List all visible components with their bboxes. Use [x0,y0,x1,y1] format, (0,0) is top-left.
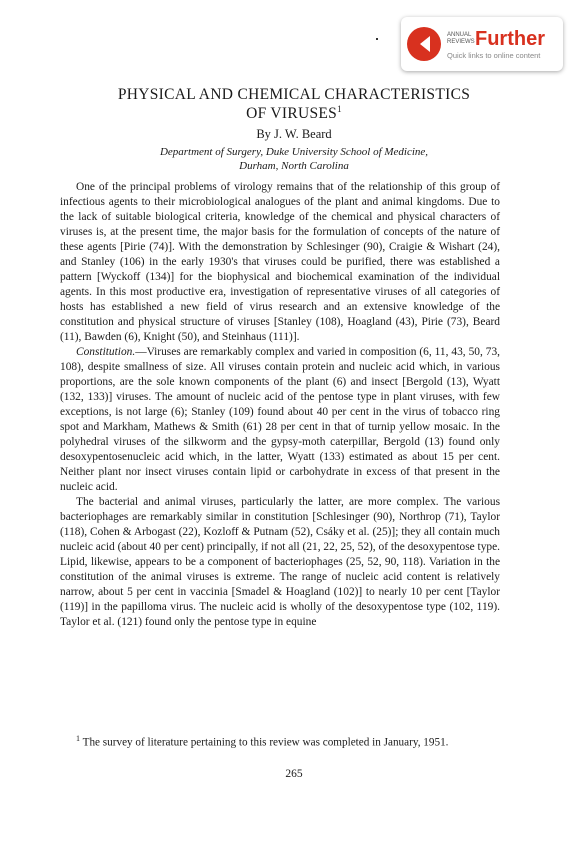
affiliation-line-1: Department of Surgery, Duke University School of Medicine, [159,146,429,158]
badge-further: Further [475,27,545,50]
paragraph-1: One of the principal problems of virology remains that of the relationship of this group of infectious agents to their microbiological analogues of the plant and animal kingdoms. Due to the lack of suitable biological criteria, knowledge of the chemical and physical characters of viruses is, at the present time, the major basis for the formulation of concepts of the nature of these agents [Pirie (74)]. With the demonstration by Schlesinger (90), Craigie & Wishart (24), and Stanley (106) in the early 1930's that viruses could be purified, there was established a pattern [Wyckoff (134)] for the biophysical and biochemical examination of the individual agents. In this most productive era, investigation of representative viruses of all categories of hosts has established a new field of virus research and an extensive knowledge of the constitution and physical structure of viruses [Stanley (108), Hoagland (43), Pirie (73), Beard (11), Bawden (6), Knight (50), and Steinhaus (111)]. [60,181,500,343]
paragraph-2: Constitution.—Viruses are remarkably complex and varied in composition (6, 11, 43, 50, 73, 108), despite smallness of size. All viruses contain protein and nucleic acid which, in various proportions, are the sole known components of the plant (6) and insect [Bergold (13), Wyatt (132, 133)] viruses. The amount of nucleic acid of the pentose type in plant viruses, with few exceptions, is not large (6); Stanley (109) found about 40 per cent in the virus of tobacco ring spot and Markham, Mathews & Smith (61) 28 per cent in that of turnip yellow mosaic. In the polyhedral viruses of the silkworm and the gypsy-moth caterpillar, Bergold (13) found only desoxypentosenucleic acid which, in the latter, Wyatt (133) estimated as about 15 per cent. Neither plant nor insect viruses contain lipid or carbohydrate in excess of that present in the nucleic acid. [60,346,500,493]
body-text [60,180,500,630]
further-badge[interactable] [401,17,563,71]
paragraph-3: The bacterial and animal viruses, particularly the latter, are more complex. The various bacteriophages are remarkably similar in constitution [Schlesinger (90), Northrop (71), Taylor (118), Cohen & Arbogast (22), Kozloff & Putnam (52), Csáky et al. (25)]; they all contain much nucleic acid (about 40 per cent) principally, if not all (21, 22, 25, 52), of the desoxypentose type. Lipid, likewise, appears to be a component of bacteriophages (25, 52, 90, 118). Variation in the constitution of the animal viruses is extreme. The range of nucleic acid content is relatively narrow, about 5 per cent in vaccinia [Smadel & Hoagland (102)] to nearly 10 per cent [Taylor (119)] in the papilloma virus. The nucleic acid is wholly of the desoxypentose type (102, 119). Taylor et al. (121) found only the pentose type in equine [60,496,500,628]
footnote [60,731,500,751]
title-line-2: OF VIRUSES$^1$ [246,104,342,123]
speaker-icon [407,27,441,61]
author: By J. W. Beard [256,127,332,141]
badge-brand: ANNUAL REVIEWS [447,31,475,45]
affiliation-line-2: Durham, North Carolina [239,160,349,172]
footnote-text: The survey of literature pertaining to this review was completed in January, 1951. [82,736,449,749]
page-number: 265 [285,768,303,780]
badge-subtitle: Quick links to online content [447,50,541,60]
badge-text [447,29,545,60]
footnote-mark: 1 [76,734,80,743]
title-line-1: PHYSICAL AND CHEMICAL CHARACTERISTICS [117,86,471,103]
section-heading-constitution: Constitution. [76,346,136,358]
stray-dot [376,38,378,40]
title-footnote-mark: 1 [337,104,342,114]
